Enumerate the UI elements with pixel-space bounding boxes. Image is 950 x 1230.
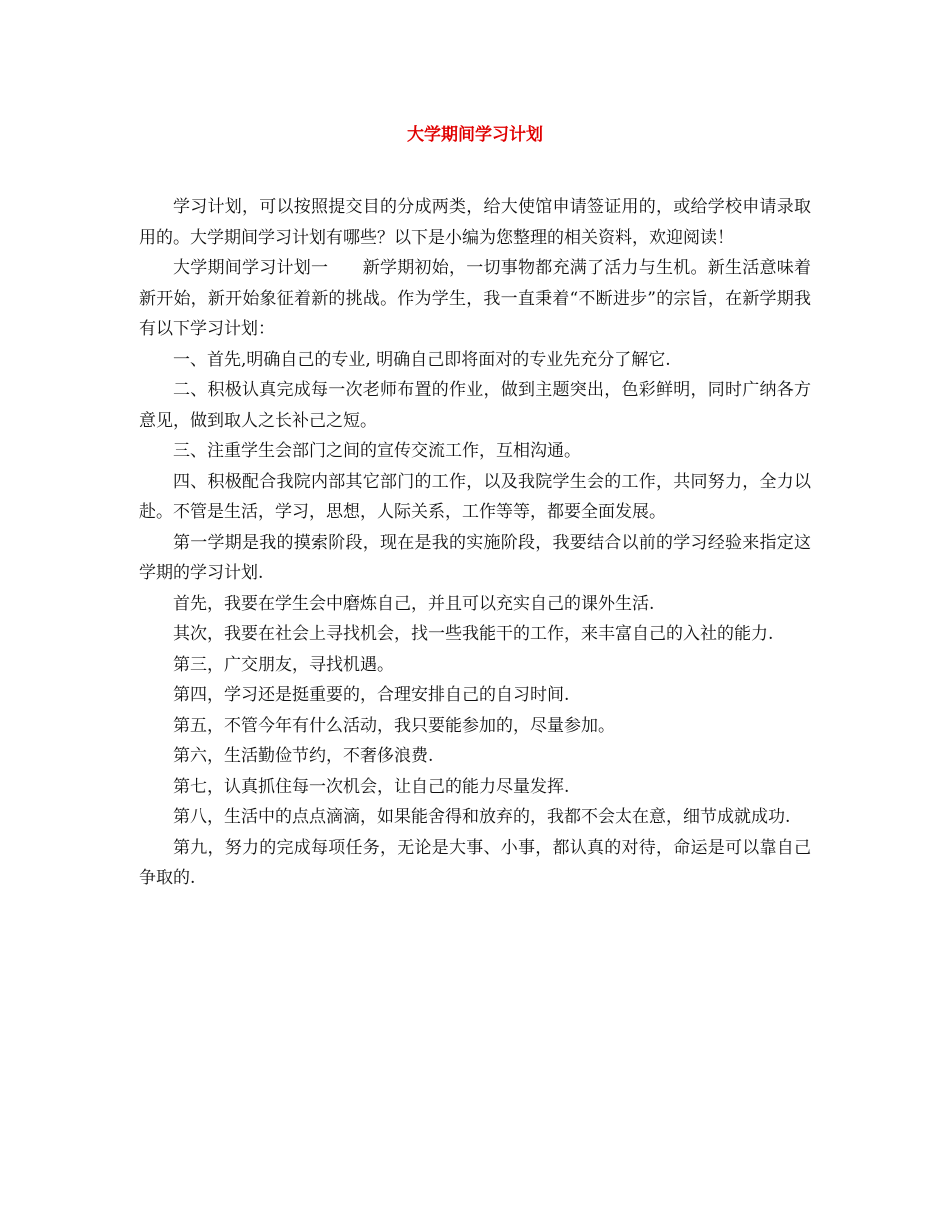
- paragraph-item-2: 二、积极认真完成每一次老师布置的作业，做到主题突出，色彩鲜明，同时广纳各方意见，做到取人之长补己之短。: [139, 380, 811, 431]
- paragraph-item-4: 四、积极配合我院内部其它部门的工作，以及我院学生会的工作，共同努力，全力以赴。不管是生活，学习，思想，人际关系，工作等等，都要全面发展。: [139, 471, 811, 522]
- paragraph-eighth: 第八，生活中的点点滴滴，如果能舍得和放弃的，我都不会太在意，细节成就成功.: [173, 807, 791, 827]
- paragraph-stage: 第一学期是我的摸索阶段，现在是我的实施阶段，我要结合以前的学习经验来指定这学期的学习计划.: [139, 532, 811, 583]
- paragraph-item-1: 一、首先,明确自己的专业, 明确自己即将面对的专业先充分了解它.: [173, 349, 671, 370]
- paragraph-ninth: 第九，努力的完成每项任务，无论是大事、小事，都认真的对待，命运是可以靠自己争取的.: [139, 837, 811, 888]
- paragraph-fourth: 第四，学习还是挺重要的，合理安排自己的自习时间.: [173, 685, 570, 705]
- paragraph-second: 其次，我要在社会上寻找机会，找一些我能干的工作，来丰富自己的入社的能力.: [173, 624, 774, 644]
- document-title: 大学期间学习计划: [407, 125, 543, 145]
- document-body: [139, 192, 811, 894]
- paragraph-plan-one: 大学期间学习计划一 新学期初始，一切事物都充满了活力与生机。新生活意味着新开始，新开始象征着新的挑战。作为学生，我一直秉着“不断进步”的宗旨，在新学期我有以下学习计划：: [139, 258, 811, 339]
- paragraph-seventh: 第七，认真抓住每一次机会，让自己的能力尽量发挥.: [173, 776, 570, 797]
- paragraph-fifth: 第五，不管今年有什么活动，我只要能参加的，尽量参加。: [173, 715, 615, 736]
- paragraph-third: 第三，广交朋友，寻找机遇。: [173, 654, 394, 675]
- paragraph-intro: 学习计划，可以按照提交目的分成两类，给大使馆申请签证用的，或给学校申请录取用的。大学期间学习计划有哪些？以下是小编为您整理的相关资料，欢迎阅读！: [139, 197, 811, 248]
- paragraph-first: 首先，我要在学生会中磨炼自己，并且可以充实自己的课外生活.: [173, 593, 655, 614]
- paragraph-sixth: 第六，生活勤俭节约，不奢侈浪费.: [173, 746, 434, 766]
- paragraph-item-3: 三、注重学生会部门之间的宣传交流工作，互相沟通。: [173, 441, 581, 461]
